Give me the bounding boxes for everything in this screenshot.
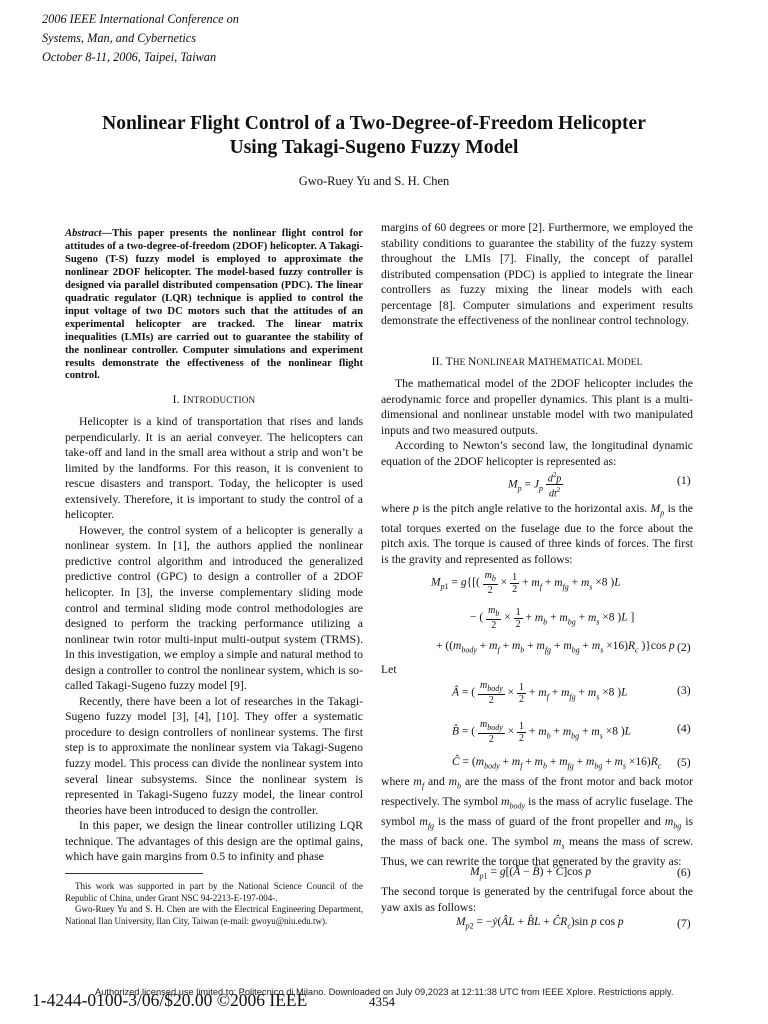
equation-number: (3) [677,684,691,697]
footnote-funding: This work was supported in part by the National Science Council of the Republic of China, under Grant NSC 94-2213-E-197-004-. [65,881,363,903]
page-number: 4354 [369,994,395,1009]
isbn-copyright: 1-4244-0100-3/06/$20.00 ©2006 IEEE [32,990,308,1010]
conference-line-2: Systems, Man, and Cybernetics [42,31,197,45]
equation-2-line-3: + ($(m_{body} + m_f + m_b + m_{fg} + m_{bg} + m_s \times 16)R_c$ )}cos p [436,640,675,655]
paragraph: In this paper, we design the linear controller utilizing LQR technique. The advantages of this design are the optimal gains, which have gain margins from 0.5 to infinity and phase [65,819,363,864]
footnote-rule [65,873,203,874]
equation-7: $M_{p2}$ = −ẏ(ÂL + B̂L + $ĈR_c)\sin$ p cos p [456,916,624,931]
title-line-2: Using Takagi-Sugeno Fuzzy Model [229,137,519,158]
equation-number: (1) [677,474,691,487]
paragraph: The mathematical model of the 2DOF helicopter includes the aerodynamic force and propeller dynamics. This plant is a multi-dimensional and nonlinear unstable model with two manipulated inputs and two measured outputs. [381,377,693,437]
equation-number: (4) [677,722,691,735]
equation-2-line-2: − ( $\frac{m_b}{2}$ × $\frac{1}{2}$ + $m_b + m_{bg} + m_s \times 8$ )L ] [470,605,635,631]
equation-5: Ĉ = $(m_{body} + m_f + m_b + m_{fg} + m_{bg} + m_s \times 16)R_c$ [452,756,662,771]
title-line-1: Nonlinear Flight Control of a Two-Degree-of-Freedom Helicopter [102,113,646,134]
paragraph: Recently, there have been a lot of researches in the Takagi-Sugeno fuzzy model [3], [4], [10]. They offer a systematic procedure to design controllers of nonlinear systems. The first step is to approximate the nonlinear system via Takagi-Sugeno fuzzy model. This process can divide the nonlinear system into several linear subsystems. Since the nonlinear system is represented in Takagi-Sugeno fuzzy model, the linear control theories have been introduced to design the controller. [65,694,363,817]
equation-number: (6) [677,866,691,879]
equation-number: (5) [677,756,691,769]
section-1-body [65,414,363,865]
footnote-affiliation: Gwo-Ruey Yu and S. H. Chen are with the Electrical Engineering Department, National Ilan University, Ilan City, Taiwan (e-mail: gwoyu@niu.edu.tw). [65,904,363,926]
equation-1: $M_p = J_p$ $\frac{d^2p}{dt^2}$ [508,471,562,500]
conference-info [42,10,239,67]
equation-4: B̂ = ( $\frac{m_{body}}{2}$ × $\frac{1}{2}$ + $m_b + m_{bg} + m_s \times 8$ )L [452,719,632,745]
section-1-heading: I. INTRODUCTION [172,394,256,406]
abstract-label: Abstract [65,228,102,239]
abstract-text: —This paper presents the nonlinear flight control for attitudes of a two-degree-of-freedom (2DOF) helicopter. A Takagi-Sugeno (T-S) fuzzy model is employed to approximate the nonlinear 2DOF helicopter. The model-based fuzzy controller is designed via parallel distributed compensation (PDC). The linear quadratic regulator (LQR) technique is applied to control the input voltage of two DC motors such that the attitudes of an experimental helicopter are tracked. The linear matrix inequalities (LMIs) are carried out to guarantee the stability of the nonlinear controller. Computer simulations and experiment results demonstrate the effectiveness of the nonlinear flight control. [65,228,363,382]
license-watermark: Authorized licensed use limited to: Politecnico di Milano. Downloaded on July 09,2023 at 12:11:38 UTC from IEEE Xplore. Restrictions apply. [95,987,674,997]
paragraph: However, the control system of a helicopter is generally a nonlinear system. In [1], the authors applied the nonlinear predictive control algorithm and introduced the generalized predictive control (GPC) to design a controller of a 2DOF helicopter. In [3], the inverse complementary sliding mode control and terminal sliding mode control methodologies are designed to perform the tracking performance utilizing a nonlinear twin rotor multi-input multi-output system (TRMS). In this investigation, we employ a simple and natural method to design a controller to control the nonlinear system, which is so-called Takagi-Sugeno fuzzy model [9]. [65,523,363,693]
let-text: Let [381,663,397,676]
equation-number: (7) [677,917,691,930]
section-2-heading: II. THE NONLINEAR MATHEMATICAL MODEL [431,356,643,368]
conference-line-1: 2006 IEEE International Conference on [42,12,239,26]
equation-2-line-1: $M_{p1} = g${[( $\frac{m_b}{2}$ × $\frac{1}{2}$ + $m_f + m_{fg} + m_s \times 8$ )L [431,570,621,596]
paper-title [40,112,708,160]
conference-line-3: October 8-11, 2006, Taipei, Taiwan [42,50,217,64]
section-2-intro [381,376,693,469]
section-2-centrifugal-text: The second torque is generated by the centrifugal force about the yaw axis as follows: [381,885,693,914]
paragraph: margins of 60 degrees or more [2]. Furthermore, we employed the stability conditions to guarantee the stability of the fuzzy system throughout the LMIs [7]. Finally, the concept of parallel distributed compensation (PDC) is applied to integrate the linear controllers as fuzzy mixing the linear models with each percentage [8]. Computer simulations and experiment results demonstrate the effectiveness of the nonlinear control technology. [381,221,693,328]
intro-continuation [381,220,693,329]
equation-6: $M_{p1}$ = g[(Â − B̂) + Ĉ]cos p [470,866,592,881]
footnote [65,881,363,927]
section-2-pitch-text: where p is the pitch angle relative to the horizontal axis. $M_p$ is the total torques exerted on the fuselage due to the force about the pitch axis. The torque is caused of three kinds of forces. The first is the gravity and represented as follows: [381,502,693,566]
paragraph: According to Newton’s second law, the longitudinal dynamic equation of the 2DOF helicopter is represented as: [381,439,693,468]
section-2-mass-text: where $m_f$ and $m_b$ are the mass of the front motor and back motor respectively. The symbol $m_{body}$ is the mass of acrylic fuselage. The symbol $m_{fg}$ is the mass of guard of the front propeller and $m_{bg}$ is the mass of back one. The symbol $m_s$ means the mass of screw. Thus, we can rewrite the torque that generated by the gravity as: [381,775,694,868]
paragraph: Helicopter is a kind of transportation that rises and lands perpendicularly. It is an aerial conveyer. The helicopters can take-off and land in the small area without a strip and won’t be limited by the landforms. For this reason, it is convenient to rescue disasters and transport. Today, the helicopter is used extensively. Therefore, it is important to study the control of a helicopter. [65,415,363,522]
equation-3: Â = ( $\frac{m_{body}}{2}$ × $\frac{1}{2}$ + $m_f + m_{fg} + m_s \times 8$ )L [452,680,628,706]
equation-number: (2) [677,641,691,654]
abstract [65,228,363,383]
authors: Gwo-Ruey Yu and S. H. Chen [298,174,450,188]
